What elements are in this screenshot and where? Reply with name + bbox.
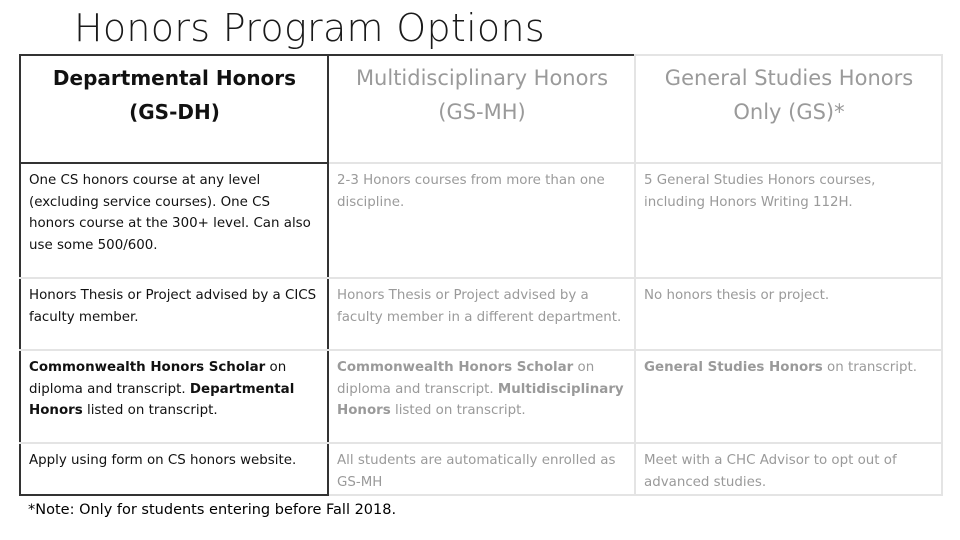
cell-recognition-departmental — [20, 350, 328, 443]
header-multidisciplinary-line1: Multidisciplinary Honors — [355, 66, 609, 90]
multidisciplinary-honors-label: Multidisciplinary Honors — [337, 381, 624, 418]
cell-thesis-general-studies: No honors thesis or project. — [635, 278, 942, 350]
departmental-honors-label: Departmental Honors — [29, 381, 295, 418]
recognition-text: listed on transcript. — [82, 403, 218, 418]
cell-courses-multidisciplinary: 2-3 Honors courses from more than one discipline. — [328, 163, 635, 278]
cell-courses-departmental: One CS honors course at any level (excluding service courses). One CS honors course at the 300+ level. Can also use some 500/600. — [20, 163, 328, 278]
header-multidisciplinary-honors — [328, 55, 635, 163]
cell-courses-general-studies: 5 General Studies Honors courses, including Honors Writing 112H. — [635, 163, 942, 278]
honors-options-table — [19, 54, 943, 496]
recognition-text: on diploma and transcript. — [29, 360, 287, 397]
general-studies-honors-label: General Studies Honors — [644, 360, 823, 375]
header-multidisciplinary-line2: (GS-MH) — [438, 100, 526, 124]
table-header-row — [20, 55, 942, 163]
cell-thesis-multidisciplinary: Honors Thesis or Project advised by a faculty member in a different department. — [328, 278, 635, 350]
cell-apply-general-studies: Meet with a CHC Advisor to opt out of advanced studies. — [635, 443, 942, 495]
recognition-text: listed on transcript. — [390, 403, 526, 418]
table-row — [20, 443, 942, 495]
header-departmental-honors — [20, 55, 328, 163]
table-row — [20, 278, 942, 350]
recognition-text: on transcript. — [822, 360, 917, 375]
cell-recognition-multidisciplinary — [328, 350, 635, 443]
header-departmental-line2: (GS-DH) — [129, 100, 220, 124]
recognition-text: on diploma and transcript. — [337, 360, 595, 397]
cell-recognition-general-studies — [635, 350, 942, 443]
commonwealth-scholar-label: Commonwealth Honors Scholar — [29, 360, 266, 375]
cell-apply-multidisciplinary: All students are automatically enrolled as GS-MH — [328, 443, 635, 495]
header-departmental-line1: Departmental Honors — [52, 66, 297, 90]
header-general-studies-line1: General Studies Honors — [664, 66, 914, 90]
cell-thesis-departmental: Honors Thesis or Project advised by a CICS faculty member. — [20, 278, 328, 350]
page-title: Honors Program Options — [74, 6, 545, 50]
cell-apply-departmental: Apply using form on CS honors website. — [20, 443, 328, 495]
footnote: *Note: Only for students entering before Fall 2018. — [28, 502, 397, 518]
table-row — [20, 163, 942, 278]
header-general-studies-honors — [635, 55, 942, 163]
header-general-studies-line2: Only (GS)* — [733, 100, 845, 124]
commonwealth-scholar-label: Commonwealth Honors Scholar — [337, 360, 574, 375]
table-row — [20, 350, 942, 443]
